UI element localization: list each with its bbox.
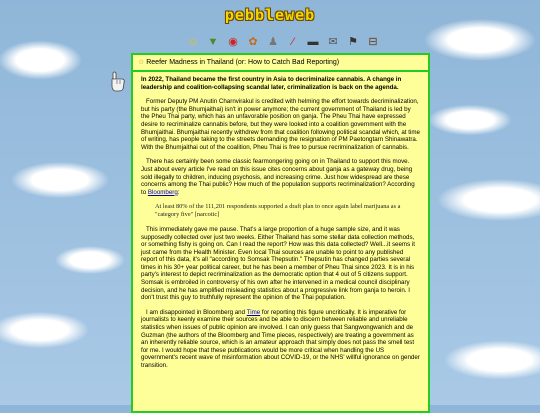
star-icon: ☆ bbox=[138, 59, 145, 66]
pin-icon[interactable]: ♟ bbox=[268, 36, 278, 48]
article-body bbox=[133, 72, 428, 370]
site-logo[interactable]: pebbleweb bbox=[224, 6, 316, 24]
sign-icon[interactable]: ⊟ bbox=[368, 36, 378, 48]
wand-icon[interactable]: ⁄ bbox=[292, 36, 294, 48]
article-card bbox=[131, 53, 430, 413]
paragraph-text: There has certainly been some classic fearmongering going on in Thailand to support this move. Just about every article I've read on this issue cites concerns about ganja as a gateway drug, being sold illegally to children, inducing psychosis, and increasing crime. Just how widespread are these concerns among the Thai public? How much of the population supports recriminalization? According to bbox=[141, 158, 415, 196]
article-title: Reefer Madness in Thailand (or: How to Catch Bad Reporting) bbox=[146, 59, 340, 66]
time-link[interactable]: Time bbox=[246, 308, 261, 316]
pointing-hand-icon bbox=[110, 70, 126, 92]
nav-bar bbox=[186, 34, 380, 50]
article-title-bar bbox=[133, 55, 428, 72]
mail-icon[interactable]: ✉ bbox=[328, 36, 338, 48]
article-paragraph bbox=[141, 309, 420, 370]
quote-block: At least 80% of the 111,201 respondents supported a draft plan to once again label marijuana as a "category five" [narcotic] bbox=[155, 203, 401, 219]
article-paragraph: This immediately gave me pause. That's a large proportion of a huge sample size, and it was supposedly collected over just two weeks. Either Thailand has some stellar data collection methods, or something fishy is going on. Can I read the report? How was this data collected? Well...it seems it just came from the Health Minister. Even local Thai sources are unable to point to any published report of this data, it's all "according to Somsak Thepsutin." Thepsutin has changed parties several times in his 30+ year political career, but he has been a member of Pheu Thai since 2023. It is in his party's interest to depict recriminalization as the democratic option that 4 out of 5 citizens support. Somsak is embroiled in controversy of his own after he intervened in a medical council disciplinary decision, and he has amplified misleading statistics about a progressive link from ganja to heroin. I don't trust this guy to truthfully represent the opinion of the Thai population. bbox=[141, 225, 415, 302]
flag-icon[interactable]: ⚑ bbox=[348, 36, 358, 48]
paragraph-text: : bbox=[177, 188, 180, 196]
triangle-icon[interactable]: ▼ bbox=[207, 36, 219, 48]
game-controller-icon[interactable]: ▬ bbox=[307, 36, 319, 48]
palette-icon[interactable]: ✿ bbox=[248, 36, 258, 48]
paragraph-text: for reporting this figure uncritically. It is imperative for journalists to keenly examine their sources and be able to discern between reliable and unreliable statistics when issues of public opinion are involved. I can only guess that Sangwongwanich and de Guzman (the authors of the Bloomberg and Time pieces, respectively) are treating a government as an inherently reliable source, which is an amateur approach that simply does not pass the smell test for me. I would hope that these publications would be more critical when handling the US government's recent wave of misinformation about COVID-19, or the NHS' willful ignorance on gender transition. bbox=[141, 308, 420, 369]
article-paragraph bbox=[141, 158, 420, 196]
article-paragraph: Former Deputy PM Anutin Charnvirakul is credited with helming the effort towards decriminalization, but his party (the Bhumjaithai) isn't in power anymore; the current government of Thailand is led by the Pheu Thai party, which has an unfavorable position on ganja. The Pheu Thai have expressed desire to recriminalize cannabis before, but they were looked into a coalition government with the Bhumjaithai. Bhumjaithai recently withdrew from that coalition following political scandal which, at time of writing, has people taking to the streets demanding the resignation of PM Paetongtarn Shinawatra. With the Bhumjaithai out of the coalition, Pheu Thai is free to pursue recriminalization of cannabis. bbox=[141, 98, 420, 151]
paragraph-text: I am disappointed in Bloomberg and bbox=[146, 308, 247, 316]
bloomberg-link[interactable]: Bloomberg bbox=[147, 188, 178, 196]
bullseye-icon[interactable]: ◉ bbox=[228, 36, 238, 48]
article-lead: In 2022, Thailand became the first country in Asia to decriminalize cannabis. A change in leadership and coalition-collapsing scandal later, criminalization is back on the agenda. bbox=[141, 76, 402, 91]
smiley-icon[interactable]: ☺ bbox=[187, 36, 199, 48]
